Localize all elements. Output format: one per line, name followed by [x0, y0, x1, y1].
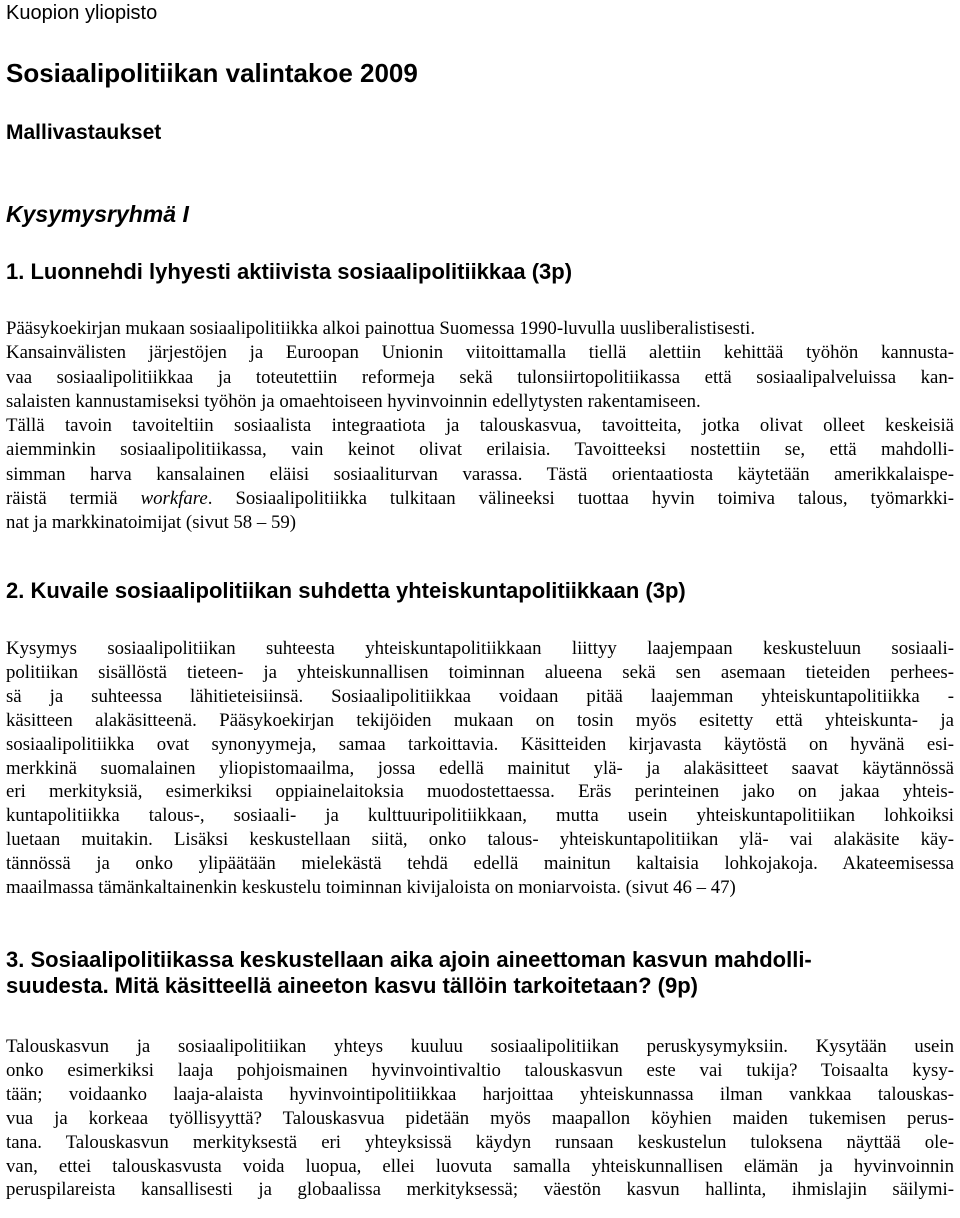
answer-line: tännössä ja onko ylipäätään mielekästä tehdä edellä mainitun kaltaisia lohkojakoja. Akateemisessa	[6, 853, 954, 875]
answer-line: maailmassa tämänkaltainenkin keskustelu toiminnan kivijaloista on moniarvoista. (sivut 46 – 47)	[6, 877, 736, 899]
answer-line: Talouskasvun ja sosiaalipolitiikan yhteys kuuluu sosiaalipolitiikan peruskysymyksiin. Kysytään usein	[6, 1036, 954, 1057]
answer-line: aiemminkin sosiaalipolitiikassa, vain keinot olivat erilaisia. Tavoitteeksi nostettiin se, että mahdolli-	[6, 439, 954, 461]
question-2-heading: 2. Kuvaile sosiaalipolitiikan suhdetta yhteiskuntapolitiikkaan (3p)	[6, 578, 686, 603]
answer-line: van, ettei talouskasvusta voida luopua, ellei luovuta samalla yhteiskunnallisen elämän ja hyvinvoinnin	[6, 1155, 954, 1177]
answer-line: onko esimerkiksi laaja pohjoismainen hyvinvointivaltio talouskasvun este vai tukija? Toisaalta kysy-	[6, 1059, 954, 1081]
answer-line: Pääsykoekirjan mukaan sosiaalipolitiikka alkoi painottua Suomessa 1990-luvulla uusliberalistisesti.	[6, 318, 756, 339]
question-3-heading-line: suudesta. Mitä käsitteellä aineeton kasvu tällöin tarkoitetaan? (9p)	[6, 973, 698, 998]
question-1-heading: 1. Luonnehdi lyhyesti aktiivista sosiaalipolitiikkaa (3p)	[6, 259, 573, 284]
university-name: Kuopion yliopisto	[6, 2, 158, 24]
answer-line: politiikan sisällöstä tieteen- ja yhteiskunnallisen toiminnan alueena sekä sen asemaan tieteiden perhees-	[6, 661, 954, 683]
answer-line: nat ja markkinatoimijat (sivut 58 – 59)	[6, 512, 297, 534]
page-title: Sosiaalipolitiikan valintakoe 2009	[6, 58, 418, 88]
page-subtitle: Mallivastaukset	[6, 121, 162, 144]
answer-line: eri merkityksiä, esimerkiksi oppiainelaitoksia muodostettaessa. Eräs perinteinen jako on jakaa yhteis-	[6, 781, 954, 803]
answer-line: kuntapolitiikka talous-, sosiaali- ja kulttuuripolitiikkaan, mutta usein yhteiskuntapolitiikan lohkoiksi	[6, 805, 954, 827]
answer-line: sosiaalipolitiikka ovat synonyymeja, samaa tarkoittavia. Käsitteiden kirjavasta käytöstä on hyvänä esi-	[6, 733, 954, 755]
answer-line: peruspilareista kansallisesti ja globaalissa merkityksessä; väestön kasvun hallinta, ihmislajin säilymi-	[6, 1179, 954, 1201]
answer-line: vaa sosiaalipolitiikkaa ja toteutettiin reformeja sekä tulonsiirtopolitiikassa että sosiaalipalveluissa kan-	[6, 366, 954, 388]
answer-line	[6, 487, 954, 511]
answer-line: tään; voidaanko laaja-alaista hyvinvointipolitiikkaa harjoittaa yhteiskunnassa ilman vankkaa talouskas-	[6, 1083, 954, 1105]
question-3-heading	[6, 947, 936, 999]
answer-line: tana. Talouskasvun merkityksestä eri yhteyksissä käydyn runsaan keskustelun tuloksena näyttää ole-	[6, 1131, 954, 1153]
answer-line: Tällä tavoin tavoiteltiin sosiaalista integraatiota ja talouskasvua, tavoitteita, jotka olivat olleet keskeisiä	[6, 415, 954, 437]
answer-line: käsitteen alakäsitteenä. Pääsykoekirjan tekijöiden mukaan on tosin myös esitetty että yhteiskunta- ja	[6, 709, 954, 731]
answer-line: luetaan muitakin. Lisäksi keskustellaan siitä, onko talous- yhteiskuntapolitiikan ylä- vai alakäsite käy-	[6, 829, 954, 851]
answer-line: sä ja suhteessa lähitieteisiinsä. Sosiaalipolitiikkaa voidaan pitää laajemman yhteiskuntapolitiikka -	[6, 685, 954, 707]
answer-line: salaisten kannustamiseksi työhön ja omaehtoiseen hyvinvoinnin edellytysten rakentamiseen.	[6, 390, 701, 412]
answer-text: räistä termiä	[6, 488, 141, 510]
answer-line: Kansainvälisten järjestöjen ja Euroopan Unionin viitoittamalla tiellä alettiin kehittää työhön kannusta-	[6, 342, 954, 364]
question-group-heading: Kysymysryhmä I	[6, 201, 189, 227]
answer-line: simman harva kansalainen eläisi sosiaaliturvan varassa. Tästä orientaatiosta käytetään amerikkalaispe-	[6, 463, 954, 485]
question-3-heading-line: 3. Sosiaalipolitiikassa keskustellaan aika ajoin aineettoman kasvun mahdolli-	[6, 947, 812, 972]
question-3-answer	[6, 1035, 954, 1202]
answer-line: merkkinä suomalainen yliopistomaailma, jossa edellä mainitut ylä- ja alakäsitteet saavat käytännössä	[6, 757, 954, 779]
question-1-answer	[6, 317, 954, 536]
answer-text: . Sosiaalipolitiikka tulkitaan välineeksi tuottaa hyvin toimiva talous, työmarkki-	[207, 488, 954, 510]
answer-line: Kysymys sosiaalipolitiikan suhteesta yhteiskuntapolitiikkaan liittyy laajempaan keskusteluun sosiaali-	[6, 638, 954, 659]
answer-line: vua ja korkeaa työllisyyttä? Talouskasvua pidetään myös maapallon köyhien maiden tukemisen perus-	[6, 1107, 954, 1129]
question-2-answer	[6, 637, 954, 900]
term-workfare: workfare	[140, 488, 208, 510]
